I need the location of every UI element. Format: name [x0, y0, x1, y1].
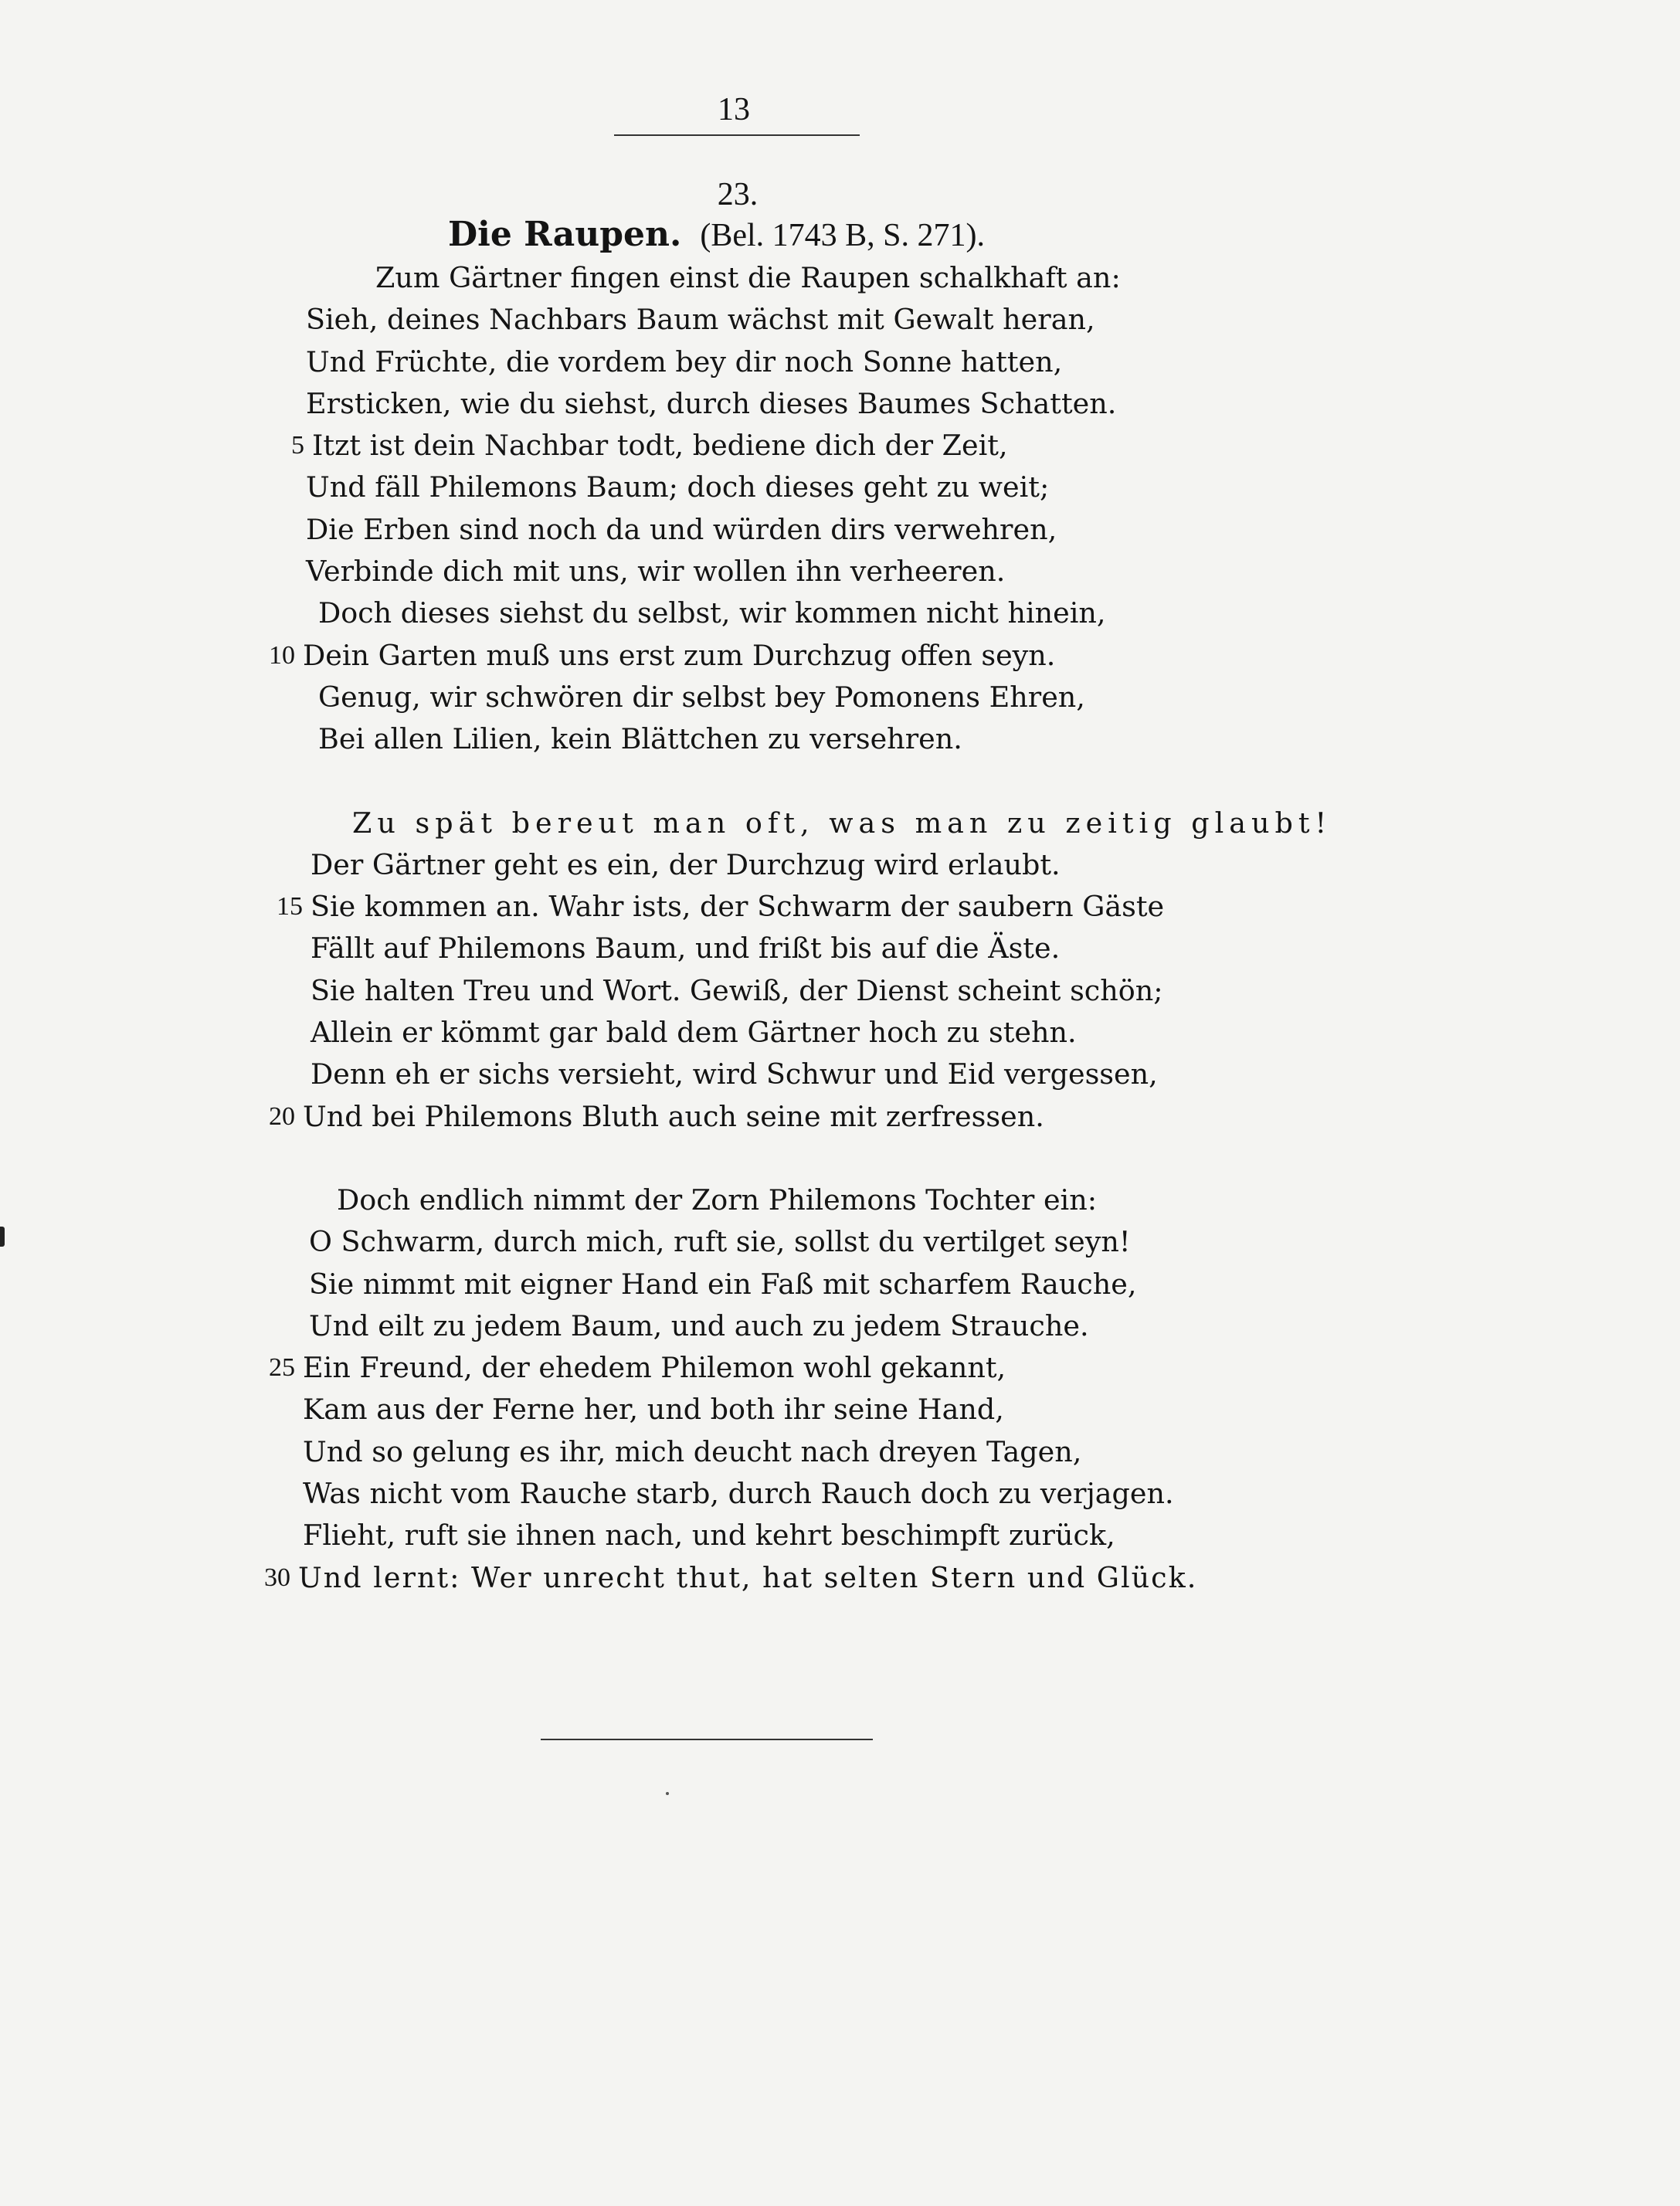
- verse-text: Ersticken, wie du siehst, durch dieses Baumes Schatten.: [306, 386, 1117, 420]
- verse-text: Sieh, deines Nachbars Baum wächst mit Gewalt heran,: [306, 303, 1095, 337]
- verse-text: Was nicht vom Rauche starb, durch Rauch doch zu verjagen.: [303, 1477, 1174, 1511]
- line-number: 10: [269, 640, 295, 670]
- verse-text: Doch endlich nimmt der Zorn Philemons Tochter ein:: [337, 1183, 1098, 1217]
- stanza-1: [209, 257, 1645, 761]
- verse-line: [209, 467, 1645, 508]
- stanza-3: [209, 1179, 1645, 1599]
- scan-edge-mark: [0, 1227, 5, 1247]
- verse-line: [209, 1179, 1645, 1221]
- line-number: 5: [291, 431, 304, 460]
- verse-text: Kam aus der Ferne her, und both ihr seine Hand,: [303, 1393, 1004, 1427]
- page-number: 13: [718, 92, 750, 127]
- verse-text: Sie nimmt mit eigner Hand ein Faß mit scharfem Rauche,: [309, 1267, 1137, 1301]
- verse-text: Sie halten Treu und Wort. Gewiß, der Dienst scheint schön;: [311, 973, 1163, 1007]
- verse-line: [209, 1431, 1645, 1473]
- verse-text: Und Früchte, die vordem bey dir noch Sonne hatten,: [306, 344, 1063, 378]
- verse-line: [209, 718, 1645, 760]
- verse-text: Der Gärtner geht es ein, der Durchzug wird erlaubt.: [311, 847, 1061, 881]
- line-number: 30: [264, 1563, 290, 1592]
- verse-line: [209, 1305, 1645, 1347]
- poem-heading: [448, 215, 985, 254]
- verse-line: [209, 635, 1645, 677]
- verse-text: Die Erben sind noch da und würden dirs verwehren,: [306, 512, 1057, 546]
- verse-line: [209, 677, 1645, 718]
- verse-line: [209, 1096, 1645, 1138]
- verse-line: [209, 1389, 1645, 1431]
- verse-text: Zum Gärtner fingen einst die Raupen schalkhaft an:: [375, 261, 1121, 294]
- poem-title: Die Raupen.: [448, 215, 682, 254]
- stanza-2: [209, 803, 1645, 1138]
- verse-line: [209, 551, 1645, 592]
- verse-text: Bei allen Lilien, kein Blättchen zu versehren.: [318, 722, 962, 756]
- poem-number: 23.: [717, 177, 759, 212]
- verse-line: [209, 844, 1645, 886]
- verse-line: [209, 425, 1645, 467]
- poem-body: [209, 257, 1645, 1599]
- poem-source: (Bel. 1743 B, S. 271).: [700, 218, 985, 253]
- line-number: 20: [269, 1101, 295, 1131]
- verse-line: [209, 1515, 1645, 1556]
- verse-line: [209, 509, 1645, 551]
- verse-text: Flieht, ruft sie ihnen nach, und kehrt beschimpft zurück,: [303, 1519, 1115, 1553]
- verse-text: Und bei Philemons Bluth auch seine mit zerfressen.: [303, 1099, 1044, 1133]
- verse-text: Und eilt zu jedem Baum, und auch zu jedem Strauche.: [309, 1308, 1089, 1342]
- verse-text: Verbinde dich mit uns, wir wollen ihn verheeren.: [306, 555, 1006, 589]
- line-number: 25: [269, 1353, 295, 1383]
- verse-line: [209, 928, 1645, 969]
- verse-text: Doch dieses siehst du selbst, wir kommen nicht hinein,: [318, 596, 1106, 630]
- verse-text: Denn eh er sichs versieht, wird Schwur und Eid vergessen,: [311, 1057, 1158, 1091]
- verse-line: [209, 886, 1645, 928]
- footer-rule: [541, 1739, 873, 1740]
- verse-line: [209, 1221, 1645, 1263]
- verse-line: [209, 257, 1645, 299]
- verse-text: Dein Garten muß uns erst zum Durchzug offen seyn.: [303, 638, 1056, 672]
- verse-text: Zu spät bereut man oft, was man zu zeitig glaubt!: [352, 806, 1332, 840]
- verse-line: [209, 383, 1645, 425]
- verse-text: Itzt ist dein Nachbar todt, bediene dich der Zeit,: [312, 429, 1008, 463]
- verse-line: [209, 1054, 1645, 1095]
- verse-line: [209, 592, 1645, 634]
- verse-line: [209, 803, 1645, 844]
- line-number: 15: [277, 892, 303, 921]
- verse-line: [209, 1557, 1645, 1599]
- verse-line: [209, 341, 1645, 383]
- verse-text: Ein Freund, der ehedem Philemon wohl gekannt,: [303, 1351, 1006, 1385]
- verse-line: [209, 1347, 1645, 1389]
- header-rule: [614, 134, 860, 136]
- verse-text: Und lernt: Wer unrecht thut, hat selten Stern und Glück.: [298, 1560, 1198, 1594]
- verse-line: [209, 1473, 1645, 1515]
- verse-text: Genug, wir schwören dir selbst bey Pomonens Ehren,: [318, 680, 1085, 714]
- verse-text: Sie kommen an. Wahr ists, der Schwarm der saubern Gäste: [311, 890, 1165, 924]
- scan-speck: [666, 1792, 669, 1795]
- verse-line: [209, 299, 1645, 341]
- verse-text: Allein er kömmt gar bald dem Gärtner hoch zu stehn.: [311, 1016, 1077, 1050]
- verse-text: Fällt auf Philemons Baum, und frißt bis auf die Äste.: [311, 932, 1061, 966]
- verse-text: Und so gelung es ihr, mich deucht nach dreyen Tagen,: [303, 1434, 1082, 1468]
- verse-text: O Schwarm, durch mich, ruft sie, sollst du vertilget seyn!: [309, 1225, 1131, 1259]
- verse-text: Und fäll Philemons Baum; doch dieses geht zu weit;: [306, 470, 1050, 504]
- verse-line: [209, 970, 1645, 1012]
- verse-line: [209, 1264, 1645, 1305]
- verse-line: [209, 1012, 1645, 1054]
